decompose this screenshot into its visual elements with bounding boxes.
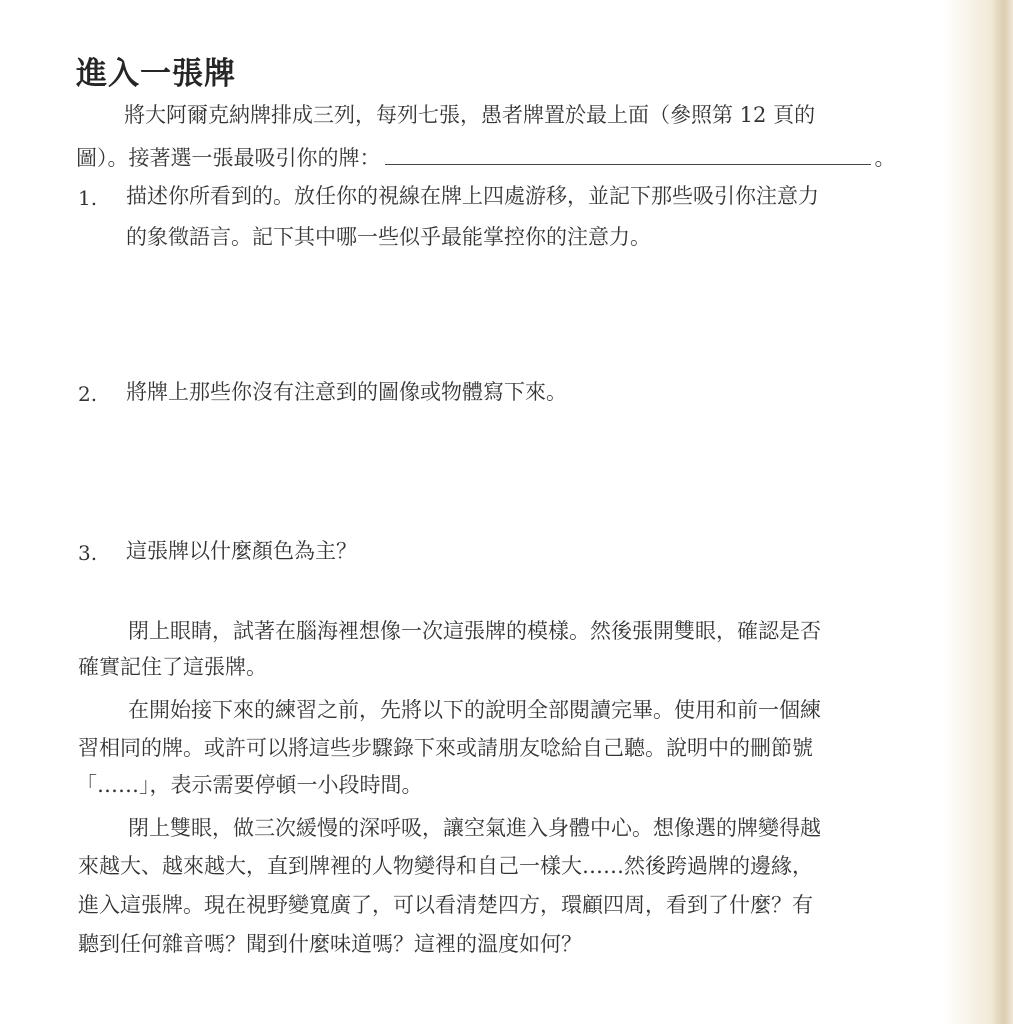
paragraph-3-line-3: 進入這張牌。現在視野變寬廣了，可以看清楚四方，環顧四周，看到了什麼？有 <box>78 893 813 917</box>
paragraph-3-line-2: 來越大、越來越大，直到牌裡的人物變得和自己一樣大……然後跨過牌的邊緣， <box>78 854 813 878</box>
question-1-line-1: 描述你所看到的。放任你的視線在牌上四處游移，並記下那些吸引你注意力 <box>126 184 819 208</box>
intro-line-1: 將大阿爾克納牌排成三列，每列七張，愚者牌置於最上面（參照第 12 頁的 <box>124 103 816 127</box>
paragraph-2-line-3: 「……」，表示需要停頓一小段時間。 <box>76 773 423 797</box>
question-3-line-1: 這張牌以什麼顏色為主？ <box>126 539 357 563</box>
paragraph-3-line-1: 閉上雙眼，做三次緩慢的深呼吸，讓空氣進入身體中心。想像選的牌變得越 <box>128 816 821 840</box>
page-binding-shadow <box>991 0 1013 1024</box>
question-1-number: 1. <box>78 186 98 210</box>
question-3-number: 3. <box>78 541 98 565</box>
paragraph-1-line-2: 確實記住了這張牌。 <box>78 655 267 679</box>
question-1-line-2: 的象徵語言。記下其中哪一些似乎最能掌控你的注意力。 <box>126 225 651 249</box>
intro-line-2-text: 圖）。接著選一張最吸引你的牌： <box>76 146 381 170</box>
page-title: 進入一張牌 <box>76 56 236 92</box>
paragraph-1-line-1: 閉上眼睛，試著在腦海裡想像一次這張牌的模樣。然後張開雙眼，確認是否 <box>128 619 821 643</box>
paragraph-2-line-1: 在開始接下來的練習之前，先將以下的說明全部閱讀完畢。使用和前一個練 <box>128 698 821 722</box>
paragraph-2-line-2: 習相同的牌。或許可以將這些步驟錄下來或請朋友唸給自己聽。說明中的刪節號 <box>78 736 813 760</box>
question-2-number: 2. <box>78 382 98 406</box>
question-2-line-1: 將牌上那些你沒有注意到的圖像或物體寫下來。 <box>126 380 567 404</box>
intro-line-2 <box>76 146 896 169</box>
intro-line-2-end: 。 <box>874 146 896 170</box>
paragraph-3-line-4: 聽到任何雜音嗎？聞到什麼味道嗎？這裡的溫度如何？ <box>78 932 582 956</box>
card-name-blank[interactable] <box>385 146 871 165</box>
